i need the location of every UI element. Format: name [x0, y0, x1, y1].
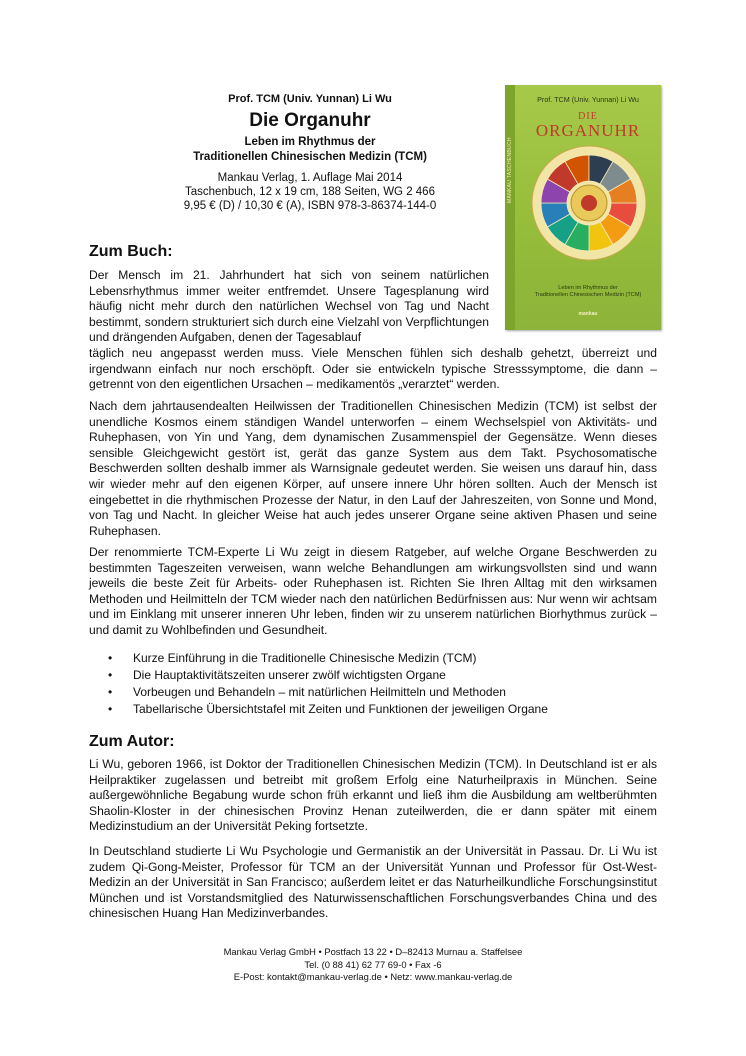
- cover-subtitle-line-2: Traditionellen Chinesischen Medizin (TCM): [534, 292, 642, 298]
- feature-list: [89, 650, 657, 718]
- book-paragraph-1a: Der Mensch im 21. Jahrhundert hat sich von seinem natürlichen Lebensrhythmus immer weiter entfremdet. Unsere Tagesplanung wird häufig nicht mehr durch den natürlichen Wechsel von Tag und Nacht bestimmt, sondern strukturiert sich durch eine Vielzahl von Verpflichtungen und drängenden Aufgaben, denen der Tagesablauf: [89, 268, 489, 345]
- section-heading-author: Zum Autor:: [89, 733, 175, 750]
- footer-address: Mankau Verlag GmbH • Postfach 13 22 • D–82413 Murnau a. Staffelsee: [223, 946, 523, 957]
- list-item: • Vorbeugen und Behandeln – mit natürlichen Heilmitteln und Methoden: [108, 685, 506, 699]
- author-paragraph-1: Li Wu, geboren 1966, ist Doktor der Traditionellen Chinesischen Medizin (TCM). In Deutschland ist er als Heilpraktiker zugelassen und betreibt mit großem Erfolg eine Naturheilpraxis in München. Seine außergewöhnliche Begabung wurde schon früh erkannt und ließ ihm die Ausbildung am weltberühmten Shaolin-Kloster in der chinesischen Provinz Henan zuteilwerden, die er dann später mit einem Medizinstudium an der Universität Peking fortsetzte.: [89, 757, 657, 834]
- cover-subtitle-line-1: Leben im Rhythmus der: [558, 285, 618, 291]
- section-heading-book: Zum Buch:: [89, 243, 173, 260]
- price-isbn: 9,95 € (D) / 10,30 € (A), ISBN 978-3-86374-144-0: [183, 200, 437, 212]
- list-item: • Tabellarische Übersichtstafel mit Zeiten und Funktionen der jeweiligen Organe: [108, 702, 548, 716]
- cover-author: Prof. TCM (Univ. Yunnan) Li Wu: [537, 95, 639, 104]
- footer-contact: E-Post: kontakt@mankau-verlag.de • Netz: www.mankau-verlag.de: [233, 971, 513, 982]
- bullet-icon: •: [108, 685, 113, 699]
- list-item: • Kurze Einführung in die Traditionelle Chinesische Medizin (TCM): [108, 651, 477, 665]
- publisher-footer: [130, 946, 616, 984]
- organ-clock-wheel-illustration: [531, 145, 647, 261]
- book-paragraph-3: Der renommierte TCM-Experte Li Wu zeigt in diesem Ratgeber, auf welche Organe Beschwerden zu bestimmten Tageszeiten verweisen, wann welche Behandlungen am wirkungsvollsten sind und wann jeweils die beste Zeit für Arbeits- oder Ruhephasen ist. Richten Sie Ihren Alltag mit den wirksamen Methoden und Heilmitteln der TCM wieder nach den natürlichen Bedürfnissen aus: Nur wenn wir achtsam und im Einklang mit unserer inneren Uhr leben, finden wir zu unserem natürlichen Biorhythmus zurück – und damit zu Wohlbefinden und Gesundheit.: [89, 545, 657, 637]
- cover-spine-text: MANKAU TASCHENBUCH: [507, 137, 513, 203]
- cover-title-line-2: ORGANUHR: [535, 121, 641, 140]
- publisher-edition: Mankau Verlag, 1. Auflage Mai 2014: [217, 172, 403, 184]
- header-author: Prof. TCM (Univ. Yunnan) Li Wu: [228, 93, 392, 105]
- book-title: Die Organuhr: [249, 110, 371, 131]
- author-paragraph-2: In Deutschland studierte Li Wu Psychologie und Germanistik an der Universität in Passau. Dr. Li Wu ist zudem Qi-Gong-Meister, Professor für TCM an der Universität Yunnan und Professor für Ost-West-Medizin an der Universität in San Francisco; außerdem leitet er das Naturheilkundliche Forschungsinstitut München und ist Vorstandsmitglied des Naturwissenschaftlichen Forschungsverbandes China und des chinesischen Huang Han Medizinverbandes.: [89, 844, 657, 921]
- cover-title-line-1: DIE: [578, 111, 598, 122]
- book-cover-image: [505, 85, 661, 330]
- document-header: [130, 92, 490, 213]
- book-paragraph-2: Nach dem jahrtausendealten Heilwissen der Traditionellen Chinesischen Medizin (TCM) ist selbst der unendliche Kosmos einem ständigen Wandel unterworfen – einem Wechselspiel von Aktivitäts- und Ruhephasen, von Yin und Yang, dem dynamischen Zusammenspiel der Gegensätze. Wenn dieses sensible Gleichgewicht gestört ist, gerät das ganze System aus dem Takt. Psychosomatische Beschwerden sollten deshalb immer als Warnsignale gedeutet werden. Sie weisen uns darauf hin, dass wir wieder mehr auf den eigenen Körper, auf unsere innere Uhr hören sollten. Auch der Mensch ist eingebettet in die rhythmischen Prozesse der Natur, in den Lauf der Jahreszeiten, von Sonne und Mond, von Tag und Nacht. In gleicher Weise hat auch jedes unserer Organe seine aktiven Phasen und seine Ruhephasen.: [89, 399, 657, 538]
- book-paragraph-1b: täglich neu angepasst werden muss. Viele Menschen fühlen sich deshalb gehetzt, überreizt und irgendwann einfach nur noch erschöpft. Oder sie entwickeln typische Stresssymptome, die dann – getrennt von den eigentlichen Ursachen – medikamentös „verarztet“ werden.: [89, 346, 657, 392]
- footer-phone: Tel. (0 88 41) 62 77 69-0 • Fax -6: [304, 958, 442, 970]
- book-subtitle-line-2: Traditionellen Chinesischen Medizin (TCM): [193, 151, 427, 163]
- book-subtitle-line-1: Leben im Rhythmus der: [244, 136, 376, 148]
- format-pages: Taschenbuch, 12 x 19 cm, 188 Seiten, WG 2 466: [185, 186, 435, 198]
- bullet-icon: •: [108, 702, 113, 716]
- bullet-icon: •: [108, 651, 113, 665]
- bullet-icon: •: [108, 668, 113, 682]
- cover-spine: [505, 85, 515, 330]
- cover-publisher-logo: mankau: [578, 311, 598, 317]
- list-item: • Die Hauptaktivitätszeiten unserer zwölf wichtigsten Organe: [108, 668, 446, 682]
